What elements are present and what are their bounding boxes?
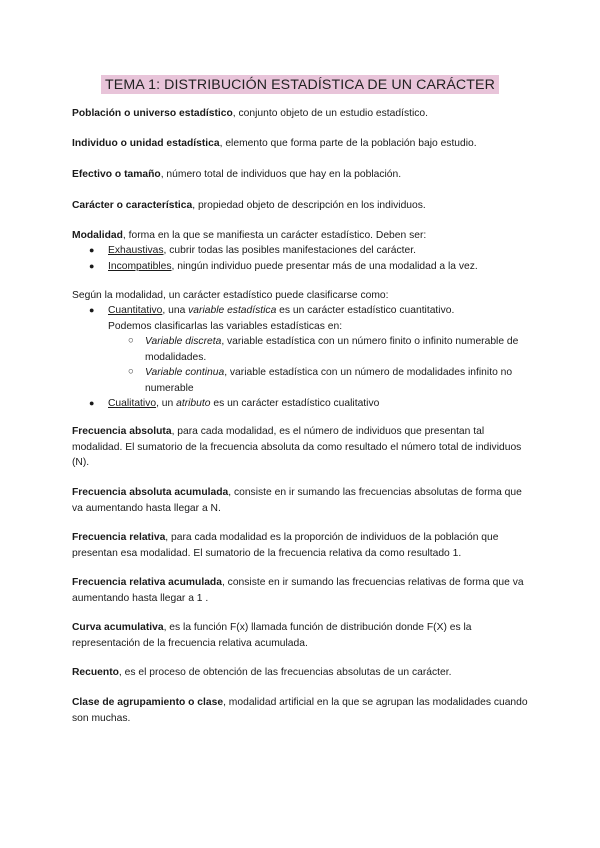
item-emphasis: variable estadística	[188, 305, 277, 316]
term: Frecuencia absoluta	[72, 426, 172, 437]
def-recuento	[72, 665, 528, 681]
def-curva-acumulativa	[72, 620, 528, 651]
list-item-cuantitativo	[72, 303, 532, 319]
sub-term: Variable discreta	[145, 336, 222, 347]
definition: , es el proceso de obtención de las frecuencias absolutas de un carácter.	[118, 667, 452, 678]
definition: , elemento que forma parte de la población bajo estudio.	[219, 138, 477, 149]
definition: , conjunto objeto de un estudio estadístico.	[232, 108, 429, 119]
item-text: es un carácter estadístico cuantitativo.	[276, 305, 455, 316]
item-text: , una	[162, 305, 189, 316]
item-text: es un carácter estadístico cualitativo	[210, 398, 380, 409]
modalidad-list	[72, 243, 532, 274]
bullet-icon: ●	[89, 305, 95, 315]
bullet-icon: ●	[89, 398, 95, 408]
item-term: Cuantitativo	[108, 305, 163, 316]
item-text: , ningún individuo puede presentar más de una modalidad a la vez.	[171, 260, 478, 272]
definition: , consiste en ir sumando las frecuencias relativas de forma que va aumentando hasta llegar a 1 .	[72, 577, 524, 604]
item-term: Cualitativo	[108, 398, 157, 409]
term: Efectivo o tamaño	[72, 169, 161, 180]
list-item-cualitativo	[72, 396, 532, 412]
def-frecuencia-absoluta	[72, 424, 528, 471]
definition: , consiste en ir sumando las frecuencias absolutas de forma que va aumentando hasta llegar a N.	[72, 487, 522, 514]
term: Modalidad	[72, 230, 123, 241]
clasificacion-intro: Según la modalidad, un carácter estadístico puede clasificarse como:	[72, 290, 389, 301]
definition: , propiedad objeto de descripción en los individuos.	[192, 200, 426, 211]
term: Frecuencia relativa	[72, 532, 166, 543]
cuantitativo-line2: Podemos clasificarlas las variables estadísticas en:	[108, 320, 343, 332]
definition: , modalidad artificial en la que se agrupan las modalidades cuando son muchas.	[72, 697, 528, 724]
definition: , número total de individuos que hay en la población.	[160, 169, 402, 180]
item-term: Exhaustivas	[108, 245, 164, 256]
sub-item-continua	[72, 365, 532, 396]
bullet-icon: ●	[89, 260, 95, 271]
term: Individuo o unidad estadística	[72, 138, 220, 149]
item-text: , un	[156, 398, 177, 409]
list-item	[72, 243, 532, 259]
term: Clase de agrupamiento o clase	[72, 697, 224, 708]
definition: , para cada modalidad es la proporción de individuos de la población que presentan esa modalidad. El sumatorio de la frecuencia relativa da como resultado 1.	[72, 532, 499, 559]
bullet-icon: ●	[89, 245, 95, 255]
sub-term: Variable continua	[145, 367, 225, 378]
sub-text: , variable estadística con un número de modalidades infinito no numerable	[145, 367, 513, 394]
term: Población o universo estadístico	[72, 108, 233, 119]
definition: , forma en la que se manifiesta un carácter estadístico. Deben ser:	[122, 230, 427, 241]
clasificacion-list	[72, 303, 532, 412]
list-item	[72, 259, 532, 275]
page-title: TEMA 1: DISTRIBUCIÓN ESTADÍSTICA DE UN CARÁCTER	[101, 75, 499, 94]
definition: , es la función F(x) llamada función de distribución donde F(X) es la representación de la frecuencia relativa acumulada.	[72, 622, 472, 649]
def-frecuencia-relativa-acumulada	[72, 575, 528, 606]
def-individuo	[72, 136, 528, 152]
def-frecuencia-absoluta-acumulada	[72, 485, 528, 516]
sub-item-discreta	[72, 334, 532, 365]
term: Frecuencia absoluta acumulada	[72, 487, 229, 498]
definition: , para cada modalidad, es el número de individuos que presentan tal modalidad. El sumatorio de la frecuencia absoluta da como resultado el número total de individuos (N).	[72, 426, 522, 468]
def-poblacion	[72, 106, 528, 122]
item-text: , cubrir todas las posibles manifestaciones del carácter.	[163, 245, 416, 256]
def-caracter	[72, 198, 528, 214]
hollow-bullet-icon: ○	[128, 366, 134, 377]
term: Frecuencia relativa acumulada	[72, 577, 222, 588]
sub-text: , variable estadística con un número finito o infinito numerable de modalidades.	[145, 336, 519, 363]
term: Curva acumulativa	[72, 622, 164, 633]
def-efectivo	[72, 167, 528, 183]
item-emphasis: atributo	[176, 398, 211, 409]
hollow-bullet-icon: ○	[128, 335, 134, 346]
term: Carácter o característica	[72, 200, 193, 211]
def-frecuencia-relativa	[72, 530, 528, 561]
def-modalidad	[72, 228, 528, 244]
def-clase	[72, 695, 528, 726]
title-container	[0, 75, 600, 94]
term: Recuento	[72, 667, 119, 678]
item-term: Incompatibles	[108, 260, 172, 272]
